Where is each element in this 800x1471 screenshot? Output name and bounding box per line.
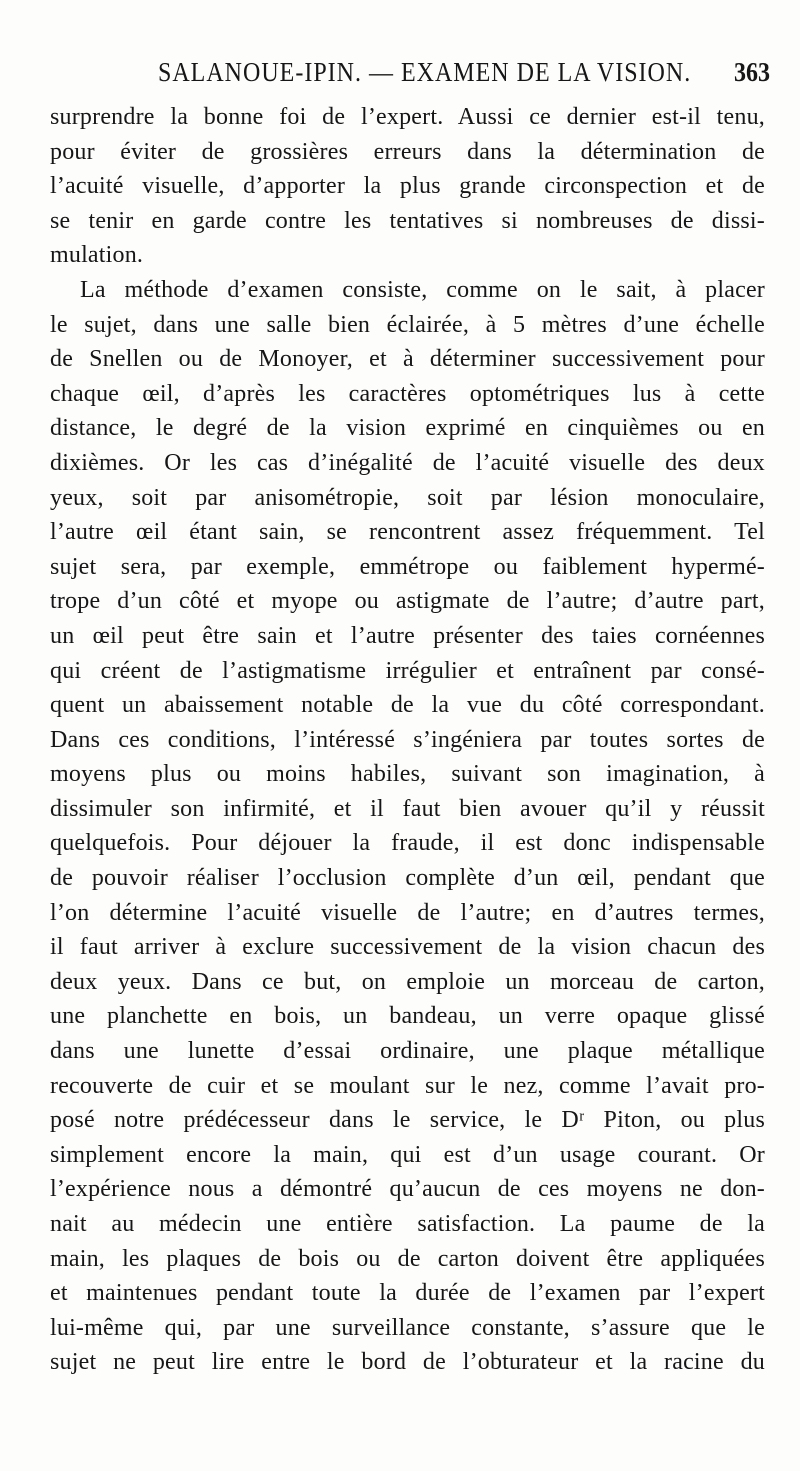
text-line: posé notre prédécesseur dans le service, le Dʳ Piton, ou plus	[50, 1107, 765, 1134]
text-line: dixièmes. Or les cas d’inégalité de l’acuité visuelle des deux	[50, 449, 765, 476]
text-line: de Snellen ou de Monoyer, et à déterminer successivement pour	[50, 346, 765, 373]
text-line: l’on détermine l’acuité visuelle de l’autre; en d’autres termes,	[50, 899, 765, 926]
text-line: recouverte de cuir et se moulant sur le nez, comme l’avait pro-	[50, 1072, 765, 1099]
text-line: distance, le degré de la vision exprimé en cinquièmes ou en	[50, 415, 765, 442]
text-line: chaque œil, d’après les caractères optométriques lus à cette	[50, 380, 765, 407]
text-line: une planchette en bois, un bandeau, un verre opaque glissé	[50, 1003, 765, 1030]
text-line: l’expérience nous a démontré qu’aucun de ces moyens ne don-	[50, 1176, 765, 1203]
text-line: moyens plus ou moins habiles, suivant son imagination, à	[50, 761, 765, 788]
text-line: il faut arriver à exclure successivement de la vision chacun des	[50, 934, 765, 961]
text-line: sujet ne peut lire entre le bord de l’obturateur et la racine du	[50, 1349, 765, 1376]
page-header	[80, 58, 770, 98]
text-line: quent un abaissement notable de la vue du côté correspondant.	[50, 692, 765, 719]
running-head: SALANOUE-IPIN. — EXAMEN DE LA VISION.	[158, 58, 692, 88]
text-line: lui-même qui, par une surveillance constante, s’assure que le	[50, 1314, 765, 1341]
text-line: surprendre la bonne foi de l’expert. Aussi ce dernier est-il tenu,	[50, 104, 765, 130]
text-line: main, les plaques de bois ou de carton doivent être appliquées	[50, 1245, 765, 1272]
text-line: un œil peut être sain et l’autre présenter des taies cornéennes	[50, 622, 765, 649]
text-line: sujet sera, par exemple, emmétrope ou faiblement hypermé-	[50, 553, 765, 580]
text-line: qui créent de l’astigmatisme irrégulier et entraînent par consé-	[50, 657, 765, 684]
text-line: deux yeux. Dans ce but, on emploie un morceau de carton,	[50, 968, 765, 995]
text-line: et maintenues pendant toute la durée de l’examen par l’expert	[50, 1280, 765, 1307]
text-line: Dans ces conditions, l’intéressé s’ingéniera par toutes sortes de	[50, 726, 765, 753]
text-line: l’acuité visuelle, d’apporter la plus grande circonspection et de	[50, 173, 765, 200]
page-number: 363	[734, 58, 770, 88]
paragraph-first-line: La méthode d’examen consiste, comme on le sait, à placer	[80, 276, 765, 303]
text-line: l’autre œil étant sain, se rencontrent assez fréquemment. Tel	[50, 519, 765, 546]
text-line: mulation.	[50, 242, 144, 269]
text-line: pour éviter de grossières erreurs dans la détermination de	[50, 138, 765, 165]
text-line: quelquefois. Pour déjouer la fraude, il est donc indispensable	[50, 830, 765, 857]
text-line: le sujet, dans une salle bien éclairée, à 5 mètres d’une échelle	[50, 311, 765, 338]
text-line: dissimuler son infirmité, et il faut bien avouer qu’il y réussit	[50, 795, 765, 822]
text-line: se tenir en garde contre les tentatives si nombreuses de dissi-	[50, 207, 765, 234]
text-line: simplement encore la main, qui est d’un usage courant. Or	[50, 1141, 765, 1168]
text-line: yeux, soit par anisométropie, soit par lésion monoculaire,	[50, 484, 765, 511]
text-line: nait au médecin une entière satisfaction. La paume de la	[50, 1211, 765, 1237]
body-text	[50, 100, 765, 1380]
text-line: de pouvoir réaliser l’occlusion complète d’un œil, pendant que	[50, 865, 765, 892]
text-line: dans une lunette d’essai ordinaire, une plaque métallique	[50, 1038, 765, 1065]
text-line: trope d’un côté et myope ou astigmate de l’autre; d’autre part,	[50, 588, 765, 615]
